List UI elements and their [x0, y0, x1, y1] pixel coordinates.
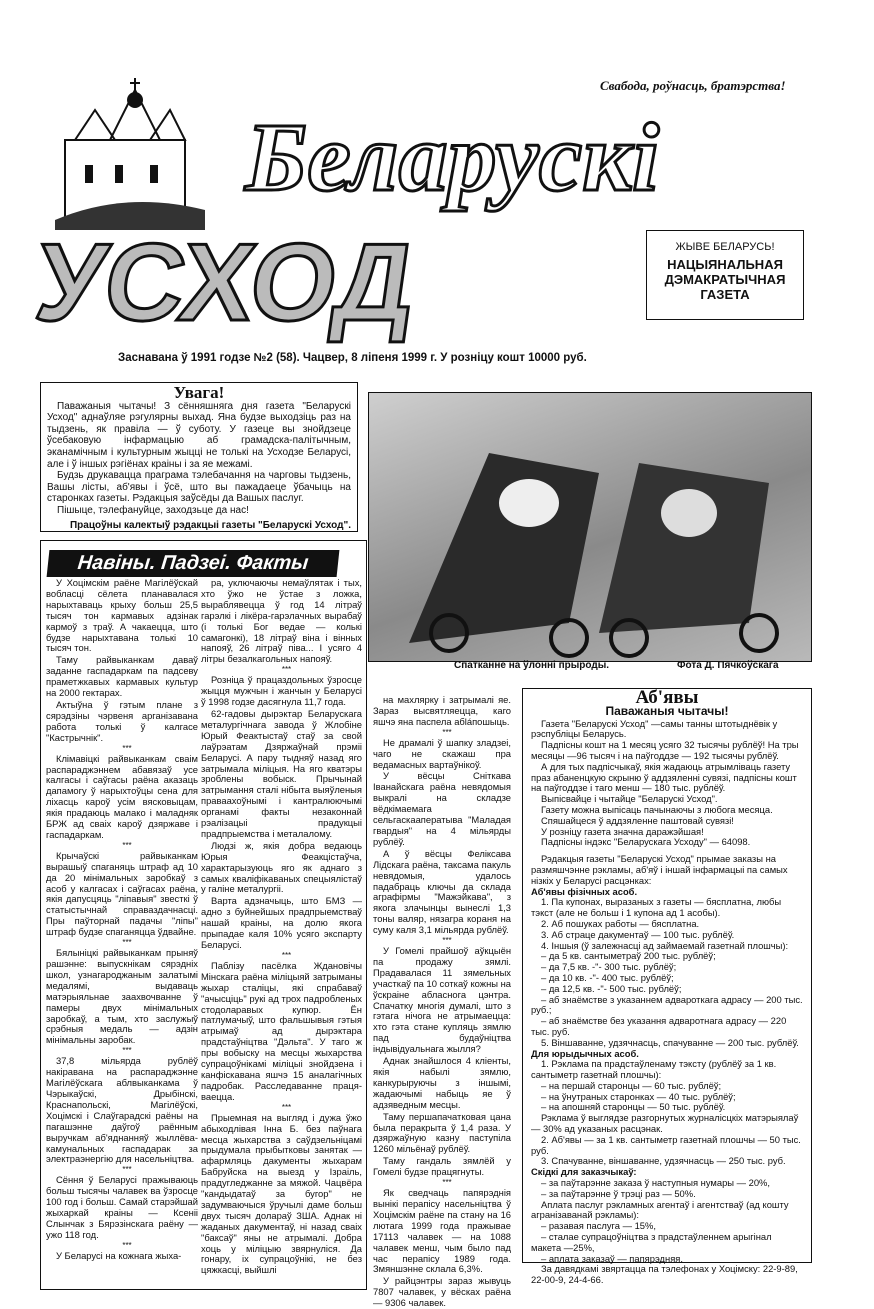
ads-phys-heading: Аб'явы фізічных асоб.: [531, 885, 638, 897]
paragraph: Варта адзначыць, што БМЗ — адно з буйнейшых прадпрыемстваў нашай краіны, на долю якога прыпадае каля 10% усяго экспарту Беларусі.: [201, 895, 362, 950]
separator: ***: [281, 1102, 292, 1112]
paragraph: – на ўнутраных старонках — 40 тыс. рублёў;: [541, 1090, 736, 1102]
paragraph: – аплата заказаў — папярэдняя.: [541, 1252, 683, 1264]
paragraph: 1. Па купонах, выразаных з газеты — бясплатна, любы тэкст (але не больш і 1 купона ад 1 асобы).: [531, 896, 782, 919]
news-column-2: [201, 578, 362, 1290]
paragraph: 4. Іншыя (ў залежнасці ад займаемай газетнай плошчы):: [541, 939, 789, 951]
paragraph: Прыемная на выгляд і дужа ўжо абыходлівая Інна Б. без паўнага месца жыхарства з саўдзельніцамі прыдумала прыбытковы занятак —афармляць дакументы жыхарам Бабруйска на выезд у Ізраіль, прадугледжанне за мяжой. Чацвёра "кандыдатаў за бугор" не задумваючыся ўручылі даме больш двух тысяч долараў ЗША. Аднак ні жаданых дакументаў, ні назад сваіх "баксаў" яны не атрымалі. Добра хоць у міліцыю звярнуліся. Да гонару, іх супрацоўнікі, не без цяжкасці, выйшлі: [201, 1111, 362, 1276]
paragraph: Аднак знайшлося 4 кліенты, якія набылі зямлю, канкурыруючы з іншымі, жадаючымі набыць яе ў адзяведным месцы.: [373, 1055, 511, 1110]
paragraph: – да 5 кв. сантыметраў 200 тыс. рублёў;: [541, 950, 716, 962]
paragraph: – да 12,5 кв. -"- 500 тыс. рублёў;: [541, 982, 682, 994]
paragraph: – да 10 кв. -"- 400 тыс. рублёў;: [541, 971, 674, 983]
paragraph: 62-гадовы дырэктар Беларускага металургічнага завода ў Жлобіне Юрый Феактыстаў стаў за свой лаўрэатам Дзяржаўнай прэміі Беларусі. А пару тыдняў назад яго затрымала міліцыя. На яго кватэры зроблены вобыск. Прычынай затрымання сталі нібыта выяўленыя праваахоўнымі і кантралюючымі органамі факты незаконнай рэалізацыі прадукцыі прадпрыемства і металалому.: [201, 707, 362, 839]
badge-line4: ГАЗЕТА: [700, 287, 750, 302]
paragraph: Як сведчаць папярэднія вынікі перапісу насельніцтва ў Хоцімскім раёне па стану на 16 лютага 1999 года пражывае 17113 чалавек — на 1088 чалавек менш, чым было пад час перапісу 1989 года. Змяншэнне склала 6,3%.: [373, 1187, 511, 1275]
paragraph: ра, уключаючы немаўлятак і тых, хто ўжо не ўстае з ложка, выраблявецца ў год 14 літраў гарэлкі і лікёра-гарэлачных вырабаў (і толькі Бог ведае — колькі самагонкі), 18 літраў віна і вінных напояў, 26 літраў піва... І усяго 4 літры безалкагольных напояў.: [201, 577, 362, 665]
paragraph: Людзі ж, якія добра ведаюць Юрыя Феакцістаўча, характарызуюць яго як аднаго з самых кваліфікаваных спецыялістаў у галіне металургіі.: [201, 839, 362, 895]
paragraph: А для тых падпісчыкаў, якія жадаюць атрымліваць газету праз абаненцкую скрыню ў аддзяленні сувязі, падпісны кошт на паўгоддзе і таго менш — 180 тыс. рублёў.: [531, 760, 797, 794]
paragraph: Таму райвыканкам даваў заданне гаспадаркам па падсеву праметжкавых кармавых культур на 2000 гектарах.: [46, 654, 198, 699]
paragraph: 3. Аб страце дакументаў — 100 тыс. рублёў.: [541, 928, 735, 940]
photo-caption: Спатканне на ўлонні прыроды.: [454, 660, 610, 671]
paragraph: – за паўтарэнне заказа ў наступныя нумары — 20%,: [541, 1177, 770, 1189]
motto: Свабода, роўнасць, братэрства!: [600, 78, 786, 93]
paragraph: За давядкамі звяртацца па тэлефонах у Хоцімску: 22-9-89, 22-00-9, 24-4-66.: [531, 1263, 798, 1286]
paragraph: Таму гандаль зямлёй у Гомелі будзе працягнуты.: [373, 1155, 511, 1178]
separator: ***: [281, 950, 292, 960]
paragraph: Падпісны кошт на 1 месяц усяго 32 тысячы рублёў! На тры месяцы —96 тысяч і на паўгоддзе — 192 тысячы рублёў.: [531, 739, 799, 761]
paragraph: 1. Рэклама па прадстаўленаму тэксту (рублёў за 1 кв. сантыметр газетнай плошчы):: [531, 1058, 777, 1081]
paragraph: Газету можна выпісаць пачынаючы з любога месяца.: [541, 803, 773, 815]
ads-subtitle: Паважаныя чытачы!: [605, 703, 729, 718]
title-bottom: УСХОД: [28, 221, 423, 344]
ads-jur-heading: Для юрыдычных асоб.: [531, 1047, 639, 1059]
paragraph: – на першай старонцы — 60 тыс. рублёў;: [541, 1079, 722, 1091]
paragraph: – за паўтарэнне ў трэці раз — 50%.: [541, 1187, 696, 1199]
news-heading: Навіны. Падзеі. Факты: [47, 550, 340, 577]
church-icon: [55, 78, 205, 230]
paragraph: 37,8 мільярда рублёў накіравана на распараджэнне Магілёўскага аблвыканкама ў Чэрыкаўскі, Дрыбінскі, Краснапольскі, Магілёўскі, Хоцімскі і Слаўгарадскі раёны на пагашэнне даўгоў раённым выручкам аб'яднанняў жыллёва-камунальных гаспадарак за электраэнергію для насельніцтва.: [46, 1055, 198, 1165]
paragraph: Не драмалі ў шапку зладзеі, чаго не скажаш пра ведамасных вартаўнікоў.: [373, 736, 511, 770]
paragraph: У розніцу газета значна даражэйшая!: [541, 825, 704, 837]
separator: ***: [122, 840, 132, 850]
issue-line: Заснавана ў 1991 годзе №2 (58). Чацвер, 8 ліпеня 1999 г. У розніцу кошт 10000 руб.: [118, 352, 587, 364]
ads-title: Аб'явы: [635, 687, 699, 708]
separator: ***: [122, 1240, 132, 1250]
paragraph: А ў вёсцы Фелікcава Лідскага раёна, таксама пакуль невядомыя, удалось падабраць ключы да склада аграфірмы "Мажэйкава", з якога злачынцы вынеслі 1,3 тоны валяр, нязагра кораня на суму каля 3,1 мільярда рублёў.: [373, 847, 511, 936]
paragraph: Розніца ў працаздольных ўзросце жыцця мужчын і жанчын у Беларусі ў 1998 годзе дасягнула 11,7 года.: [201, 674, 362, 708]
notice-paragraph: Паважаныя чытачы! З сённяшняга дня газета "Беларускі Усход" аднаўляе рэгулярны выхад. Яна будзе выходзіць раз на тыдзень, як правіла — ў суботу. У газеце вы знойдзеце ўсебаковую інфармацыю аб грамадска-палітычным, эканамічным і культурным жыцці не толькі на Усходзе Беларусі, але і ў іншых рэгіёнах краіны і за яе межамі.: [47, 400, 351, 470]
badge-line2: НАЦЫЯНАЛЬНАЯ: [667, 257, 783, 272]
paragraph: Падпісны індэкс "Беларускага Усходу" — 64098.: [541, 836, 751, 848]
paragraph: 2. Аб пошуках работы — бясплатна.: [541, 917, 700, 929]
photo-credit: Фота Д. Пячкоўскага: [677, 660, 779, 671]
paragraph: 5. Віншаванне, удзячнасць, спачуванне — 200 тыс. рублёў.: [541, 1036, 799, 1048]
paragraph: Газета "Беларускі Усход" —самы танны штотыднёвік у рэспубліцы Беларусь.: [531, 717, 778, 740]
news-column-3: [373, 694, 511, 1309]
separator: ***: [281, 665, 292, 675]
paragraph: – сталае супрацоўніцтва з прадстаўленнем арыгінал макета —25%,: [531, 1231, 772, 1253]
ads-discount-heading: Скідкі для заказчыкаў:: [531, 1166, 637, 1178]
paragraph: Паблізу пасёлка Ждановічы Мінскага раёна міліцыяй затрыманы жыхар сталіцы, які спрабаваў "ачысціць" рукі ад трох падробленых стодоларавых купюр. Ён патлумачыў, што фальшывыя гэтыя атрымаў ад дырэктара прадстаўніцтва "Дэльта". У таго ж пры вобыску на месцы жыхарства супрацоўнікамі міліцыі знойдзена і канфіскавана яшчэ 15 аналагічных падробак. Расследаванне працяваецца.: [201, 959, 362, 1102]
paragraph: Клімавіцкі райвыканкам сваім распараджэннем абавязаў усе калгасы і саўгасы раёна аказаць дапамогу ў нарыхтоўцы сена для ліхасць кароў усім вясковыцам, якія прадаюць малако і маладняк БРЖ ад сваіх кароў дзяржаве і гаспадаркам.: [46, 752, 198, 840]
separator: ***: [442, 1178, 452, 1188]
paragraph: Рэклама ў выглядзе разгорнутых журналісцкіх матэрыялаў — 30% ад указаных расцэнак.: [531, 1112, 799, 1135]
paragraph: – аб знаёмстве без указання адваротнага адрасу — 220 тыс. руб.: [531, 1015, 787, 1037]
paragraph: Таму першапачатковая цана была перакрыта ў 1,4 раза. У дзяржаўную казну паступіла 1260 мільёнаў рублёў.: [373, 1110, 511, 1155]
paragraph: 2. Аб'явы — за 1 кв. сантыметр газетнай плошчы — 50 тыс. руб.: [531, 1133, 801, 1156]
separator: ***: [122, 743, 132, 753]
paragraph: 3. Спачуванне, віншаванне, удзячнасць — 250 тыс. руб.: [541, 1155, 786, 1167]
paragraph: Бялыніцкі райвыканкам прыняў рашэнне: выпускнікам сярэдніх школ, узнагароджаным залатымі медалямі, выдаваць матэрыяльнае заахвочванне ў памеры двух мінімальных заробкаў, а тым, хто заслужыў срэбныя медаль — адзін мінімальны заробак.: [46, 947, 198, 1046]
paragraph: – на апошняй старонцы — 50 тыс. рублёў.: [541, 1101, 726, 1113]
separator: ***: [122, 1046, 132, 1056]
paragraph: на махлярку і затрымалі яе. Зараз высвятляецца, каго яшчэ яна паспела абláпошыць.: [373, 694, 511, 727]
separator: ***: [442, 727, 452, 737]
paragraph: Актыўна ў гэтым плане з сярэдзіны чэрвеня арганізавана работа толькі ў калгасе "Кастрычнік".: [46, 698, 198, 743]
badge: [646, 230, 804, 320]
badge-slogan: ЖЫВЕ БЕЛАРУСЬ!: [675, 241, 775, 253]
ads-jur-list: [531, 1059, 803, 1167]
notice-box: [40, 382, 358, 532]
ads-intro: [531, 854, 803, 886]
ads-phys-list: [531, 897, 803, 1048]
paragraph: Крычаўскі райвыканкам вырашыў спаганяць штраф ад 10 да 20 мінімальных заробкаў з асоб у калгасах і саўгасах раёна, якія дапусцяць "ліпавыя" звесткі ў статыстычнай справаздачнасці. Пры паўторнай падачы "ліпы" штраф будзе спаганяцца ўдвайне.: [46, 849, 198, 938]
paragraph: Сёння ў Беларусі пражываюць больш тысячы чалавек ва ўзросце 100 год і больш. Самай старэйшай жыхаркай краіны — Ксеніі Слынчак з Бярэзінскага раёну — ужо 118 год.: [46, 1174, 198, 1240]
paragraph: – разавая паслуга — 15%,: [541, 1220, 656, 1232]
photo-strollers: [368, 392, 812, 662]
ads-discount-list: [531, 1178, 803, 1286]
news-column-1: [46, 578, 198, 1290]
paragraph: – да 7,5 кв. -"- 300 тыс. рублёў;: [541, 961, 677, 973]
paragraph: Выпісвайце і чытайце "Беларускі Усход".: [541, 793, 718, 805]
separator: ***: [122, 1165, 132, 1175]
paragraph: Аплата паслуг рэкламных агентаў і агентстваў (ад кошту агранізаванай рэкламы):: [531, 1198, 789, 1221]
paragraph: Рэдакцыя газеты "Беларускі Усход" прымае заказы на размяшчэнне рэкламы, аб'яў і іншай інфармацыі па самых нізкіх у Беларусі расцэнках:: [531, 853, 788, 886]
separator: ***: [122, 938, 132, 948]
paragraph: У Гомелі прайшоў аўкцыён па продажу зямлі. Прадавалася 11 зямельных участкаў па 10 соткаў кожны на ўскраіне абласнога цэнтра. Спачатку многія думалі, што з гэтага нічога не атрымаецца: хто гэта стане купляць зямлю пад будаўніцтва індывідуальнага жылля?: [373, 945, 511, 1055]
paragraph: У вёсцы Сніткава Іванайскага раёна невядомыя выкралі на складзе вёдкімаемага сельгаскааператыва "Маладая гвардыя" на 4 мільярды рублёў.: [373, 770, 511, 847]
notice-paragraph: Будзь друкавацца праграма тэлебачання на чарговы тыдзень, Вашы лісты, аб'явы і ўсё, што вы пажадаеце ўбачыць на старонках газеты. Рэдакцыя заўсёды да Вашых паслуг.: [47, 470, 351, 505]
notice-signature: Працоўны калектыў рэдакцыі газеты "Беларускі Усход".: [69, 519, 351, 531]
separator: ***: [442, 936, 452, 946]
paragraph: – аб знаёмстве з указаннем адвароткага адрасу — 200 тыс. руб.;: [531, 993, 803, 1016]
title-top: Беларускі: [245, 104, 660, 212]
notice-title: Увага!: [173, 383, 225, 402]
ads-box: [522, 687, 812, 1286]
ads-subscription: [531, 719, 803, 849]
paragraph: У райцэнтры зараз жывуць 7807 чалавек, у вёсках раёна — 9306 чалавек.: [373, 1275, 511, 1309]
badge-line3: ДЭМАКРАТЫЧНАЯ: [664, 272, 786, 287]
paragraph: Спяшайцеся ў аддзяленне паштовай сувязі!: [541, 814, 734, 826]
notice-paragraph: Пішыце, тэлефануйце, заходзьце да нас!: [57, 504, 249, 516]
paragraph: У Хоцімскім раёне Магілёўскай вобласці сёлета планавалася нарыхтаваць крыху больш 25,5 тысяч тон кармавых адзінак кармоў з траў. А чакаецца, што будзе нарыхтавана толькі 10 тысяч тон.: [46, 577, 198, 654]
paragraph: У Беларусі на кожнага жыха-: [56, 1249, 182, 1261]
